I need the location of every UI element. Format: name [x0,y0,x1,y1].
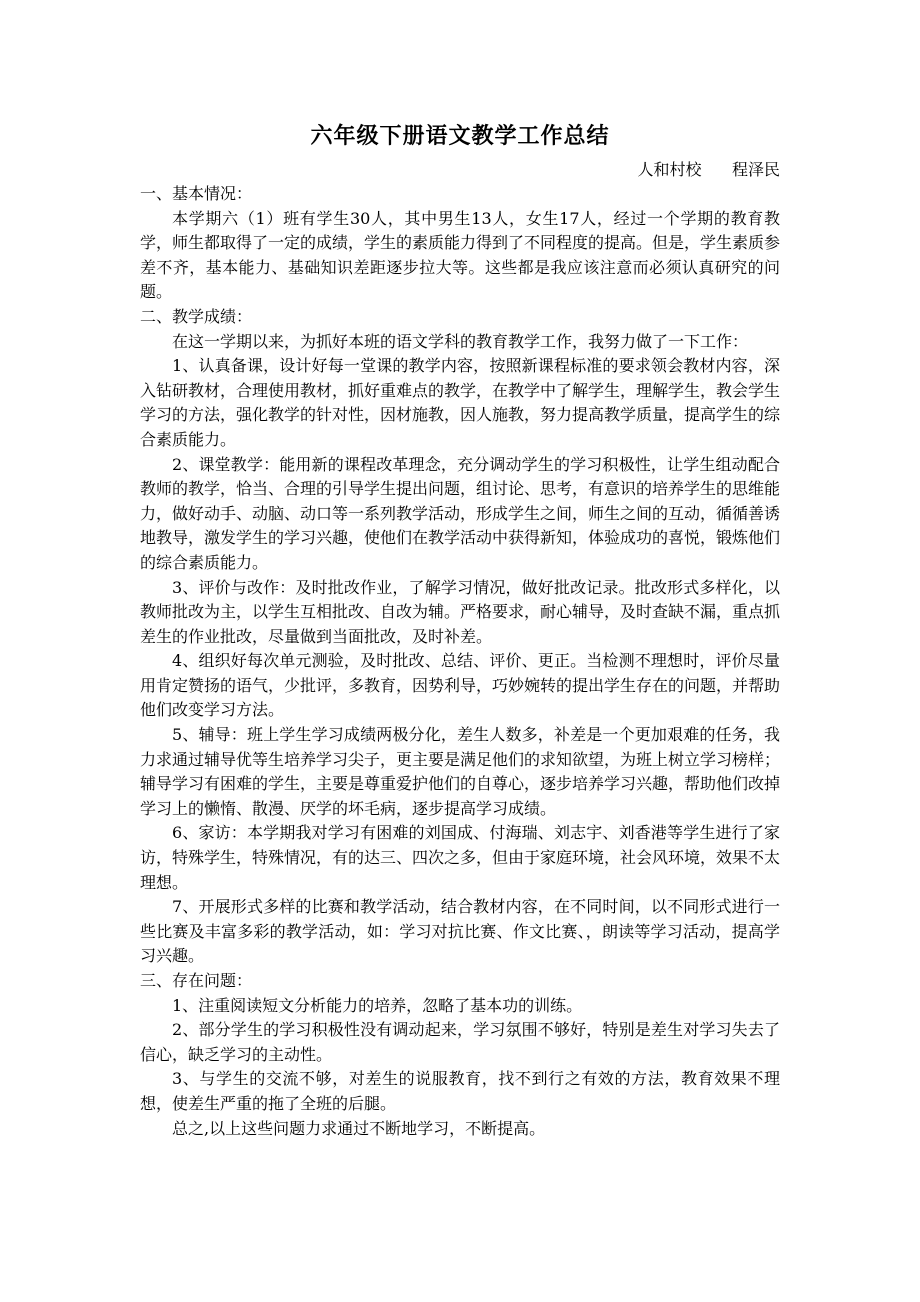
paragraph-conclusion: 总之,以上这些问题力求通过不断地学习，不断提高。 [172,1118,546,1138]
paragraph-teaching-intro: 在这一学期以来，为抓好本班的语文学科的教育教学工作，我努力做了一下工作： [172,331,749,351]
paragraph-unit-tests: 4、组织好每次单元测验，及时批改、总结、评价、更正。当检测不理想时，评价尽量用肯定赞扬的语气，少批评，多教育，因势利导，巧妙婉转的提出学生存在的问题，并帮助他们改变学习方法。 [140,651,781,720]
paragraph-basic-situation: 本学期六（1）班有学生30人，其中男生13人，女生17人，经过一个学期的教育教学，师生都取得了一定的成绩，学生的素质能力得到了不同程度的提高。但是，学生素质参差不齐，基本能力、基础知识差距逐步拉大等。这些都是我应该注意而必须认真研究的问题。 [140,208,781,302]
paragraph-problem-3: 3、与学生的交流不够，对差生的说服教育，找不到行之有效的方法，教育效果不理想，使差生严重的拖了全班的后腿。 [140,1069,780,1113]
author-line: 人和村校 程泽民 [637,160,780,179]
paragraph-problem-1: 1、注重阅读短文分析能力的培养，忽略了基本功的训练。 [172,995,583,1015]
paragraph-activities: 7、开展形式多样的比赛和教学活动，结合教材内容，在不同时间，以不同形式进行一些比赛及丰富多彩的教学活动，如：学习对抗比赛、作文比赛、，朗读等学习活动，提高学习兴趣。 [140,897,780,966]
paragraph-lesson-prep: 1、认真备课，设计好每一堂课的教学内容，按照新课程标准的要求领会教材内容，深入钻研教材，合理使用教材，抓好重难点的教学，在教学中了解学生，理解学生，教会学生学习的方法，强化教学的针对性，因材施教，因人施教，努力提高教学质量，提高学生的综合素质能力。 [140,356,781,449]
paragraph-problem-2: 2、部分学生的学习积极性没有调动起来，学习氛围不够好，特别是差生对学习失去了信心，缺乏学习的主动性。 [140,1020,780,1064]
paragraph-evaluation-grading: 3、评价与改作：及时批改作业，了解学习情况，做好批改记录。批改形式多样化，以教师批改为主，以学生互相批改、自改为辅。严格要求，耐心辅导，及时查缺不漏，重点抓差生的作业批改，尽量做到当面批改，及时补差。 [140,577,781,646]
paragraph-home-visits: 6、家访：本学期我对学习有困难的刘国成、付海瑞、刘志宇、刘香港等学生进行了家访，特殊学生，特殊情况，有的达三、四次之多，但由于家庭环境，社会风环境，效果不太理想。 [140,823,781,892]
document-title: 六年级下册语文教学工作总结 [310,123,610,149]
document-page [140,118,780,1141]
section-heading-basic-situation: 一、基本情况： [140,184,253,203]
paragraph-tutoring: 5、辅导：班上学生学习成绩两极分化，差生人数多，补差是一个更加艰难的任务，我力求通过辅导优等生培养学习尖子，更主要是满足他们的求知欲望，为班上树立学习榜样；辅导学习有困难的学生，主要是尊重爱护他们的自尊心，逐步培养学习兴趣，帮助他们改掉学习上的懒惰、散漫、厌学的坏毛病，逐步提高学习成绩。 [140,725,781,818]
section-heading-teaching-results: 二、教学成绩： [140,306,253,326]
paragraph-classroom-teaching: 2、课堂教学：能用新的课程改革理念，充分调动学生的学习积极性，让学生组动配合教师的教学，恰当、合理的引导学生提出问题，组讨论、思考，有意识的培养学生的思维能力，做好动手、动脑、动口等一系列教学活动，形成学生之间，师生之间的互动，循循善诱地教导，激发学生的学习兴趣，使他们在教学活动中获得新知，体验成功的喜悦，锻炼他们的综合素质能力。 [140,454,781,572]
section-heading-existing-problems: 三、存在问题： [140,971,253,990]
